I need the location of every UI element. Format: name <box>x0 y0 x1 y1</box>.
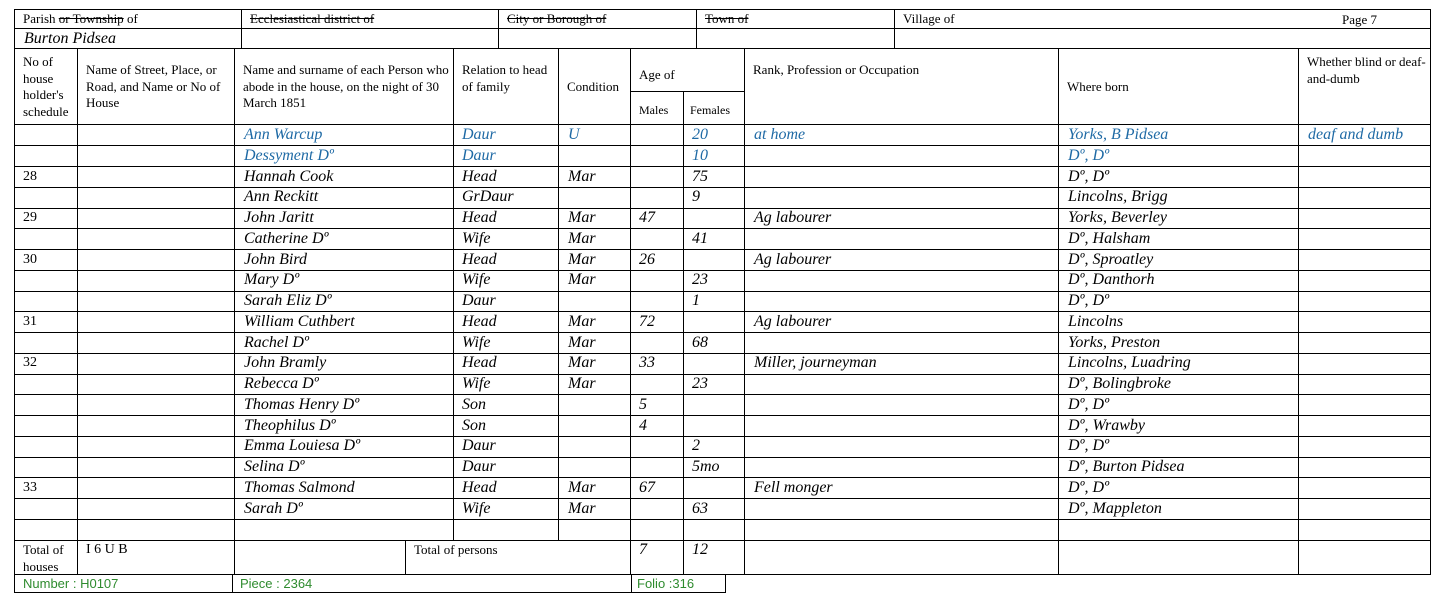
city-borough-label: City or Borough of <box>499 10 697 29</box>
cell-occupation <box>745 291 1059 312</box>
cell-street <box>78 478 235 499</box>
cell-females: 75 <box>684 167 745 188</box>
cell-schedule <box>15 291 78 312</box>
cell-where-born: Dº, Burton Pidsea <box>1059 457 1299 478</box>
cell-relation: Son <box>454 395 559 416</box>
cell-where-born: Dº, Bolingbroke <box>1059 374 1299 395</box>
cell-females: 10 <box>684 146 745 167</box>
total-persons-label: Total of persons <box>406 540 631 575</box>
header-females: Females <box>684 92 745 125</box>
cell-females: 23 <box>684 270 745 291</box>
cell-schedule <box>15 457 78 478</box>
cell-males <box>631 125 684 146</box>
cell-males <box>631 499 684 520</box>
cell-condition: Mar <box>559 167 631 188</box>
cell-relation: Wife <box>454 229 559 250</box>
cell-males: 4 <box>631 416 684 437</box>
cell-females: 2 <box>684 436 745 457</box>
cell-where-born: Lincolns, Luadring <box>1059 353 1299 374</box>
cell-blind <box>1299 353 1430 374</box>
cell-street <box>78 291 235 312</box>
cell-schedule <box>15 395 78 416</box>
cell-name: John Jaritt <box>235 208 454 229</box>
cell-condition <box>559 146 631 167</box>
cell-females <box>684 250 745 271</box>
cell-occupation <box>745 499 1059 520</box>
cell-street <box>78 146 235 167</box>
header-street: Name of Street, Place, or Road, and Name or No of House <box>78 49 235 125</box>
cell-occupation <box>745 146 1059 167</box>
cell-condition: Mar <box>559 229 631 250</box>
cell-relation: Head <box>454 250 559 271</box>
cell-blind <box>1299 187 1430 208</box>
footer-number: Number : H0107 <box>14 575 233 593</box>
cell-occupation <box>745 416 1059 437</box>
cell-males: 47 <box>631 208 684 229</box>
cell-relation: Head <box>454 353 559 374</box>
cell-schedule: 29 <box>15 208 78 229</box>
cell-blind <box>1299 250 1430 271</box>
cell-street <box>78 229 235 250</box>
cell-females: 1 <box>684 291 745 312</box>
cell-name: Theophilus Dº <box>235 416 454 437</box>
cell-occupation <box>745 374 1059 395</box>
cell-males <box>631 436 684 457</box>
cell-name: Sarah Eliz Dº <box>235 291 454 312</box>
cell-occupation <box>745 436 1059 457</box>
header-blind: Whether blind or deaf-and-dumb <box>1299 49 1430 125</box>
cell-relation: Daur <box>454 125 559 146</box>
total-males: 7 <box>631 540 684 575</box>
cell-where-born: Dº, Dº <box>1059 478 1299 499</box>
cell-name: Rebecca Dº <box>235 374 454 395</box>
total-born-blank <box>1059 540 1299 575</box>
cell-where-born: Lincolns <box>1059 312 1299 333</box>
cell-occupation <box>745 457 1059 478</box>
cell-females: 68 <box>684 333 745 354</box>
cell-where-born: Dº, Dº <box>1059 436 1299 457</box>
cell-blind <box>1299 208 1430 229</box>
cell-males <box>631 519 684 540</box>
cell-name <box>235 519 454 540</box>
cell-males <box>631 374 684 395</box>
cell-condition <box>559 187 631 208</box>
cell-males: 26 <box>631 250 684 271</box>
cell-occupation <box>745 395 1059 416</box>
cell-street <box>78 250 235 271</box>
cell-relation: GrDaur <box>454 187 559 208</box>
cell-street <box>78 333 235 354</box>
cell-street <box>78 457 235 478</box>
cell-relation: Wife <box>454 333 559 354</box>
cell-males <box>631 167 684 188</box>
cell-where-born: Dº, Dº <box>1059 146 1299 167</box>
cell-name: Emma Louiesa Dº <box>235 436 454 457</box>
cell-condition <box>559 291 631 312</box>
footer-folio: Folio :316 <box>631 575 726 593</box>
cell-males <box>631 187 684 208</box>
cell-blind: deaf and dumb <box>1299 125 1430 146</box>
cell-males <box>631 270 684 291</box>
cell-condition: Mar <box>559 312 631 333</box>
cell-schedule <box>15 436 78 457</box>
cell-females: 23 <box>684 374 745 395</box>
header-relation: Relation to head of family <box>454 49 559 125</box>
cell-street <box>78 208 235 229</box>
total-houses-label: Total of houses <box>15 540 78 575</box>
cell-condition: Mar <box>559 374 631 395</box>
cell-blind <box>1299 499 1430 520</box>
cell-blind <box>1299 229 1430 250</box>
cell-blind <box>1299 478 1430 499</box>
cell-where-born: Dº, Dº <box>1059 395 1299 416</box>
cell-relation: Wife <box>454 499 559 520</box>
cell-schedule: 32 <box>15 353 78 374</box>
cell-where-born: Dº, Wrawby <box>1059 416 1299 437</box>
cell-condition <box>559 519 631 540</box>
cell-males: 5 <box>631 395 684 416</box>
cell-condition: U <box>559 125 631 146</box>
cell-schedule <box>15 416 78 437</box>
cell-name: Thomas Henry Dº <box>235 395 454 416</box>
footer-piece: Piece : 2364 <box>232 575 632 593</box>
cell-blind <box>1299 167 1430 188</box>
cell-schedule <box>15 499 78 520</box>
cell-where-born: Yorks, Beverley <box>1059 208 1299 229</box>
cell-name: John Bramly <box>235 353 454 374</box>
cell-relation: Head <box>454 167 559 188</box>
header-schedule: No of house holder's schedule <box>15 49 78 125</box>
cell-where-born: Dº, Dº <box>1059 291 1299 312</box>
cell-relation: Daur <box>454 457 559 478</box>
total-blank <box>235 540 406 575</box>
cell-condition <box>559 457 631 478</box>
cell-name: Hannah Cook <box>235 167 454 188</box>
cell-street <box>78 499 235 520</box>
cell-schedule: 31 <box>15 312 78 333</box>
cell-occupation: Ag labourer <box>745 312 1059 333</box>
cell-street <box>78 395 235 416</box>
cell-schedule: 28 <box>15 167 78 188</box>
cell-street <box>78 187 235 208</box>
cell-blind <box>1299 270 1430 291</box>
village-label: Village of <box>895 10 1430 29</box>
cell-females <box>684 519 745 540</box>
cell-street <box>78 270 235 291</box>
cell-occupation <box>745 333 1059 354</box>
cell-relation: Wife <box>454 374 559 395</box>
cell-where-born: Lincolns, Brigg <box>1059 187 1299 208</box>
town-label: Town of <box>697 10 895 29</box>
cell-blind <box>1299 374 1430 395</box>
cell-blind <box>1299 519 1430 540</box>
cell-females <box>684 312 745 333</box>
cell-relation: Son <box>454 416 559 437</box>
cell-females: 63 <box>684 499 745 520</box>
cell-street <box>78 374 235 395</box>
cell-schedule: 33 <box>15 478 78 499</box>
cell-where-born: Dº, Halsham <box>1059 229 1299 250</box>
header-where-born: Where born <box>1059 49 1299 125</box>
cell-males: 33 <box>631 353 684 374</box>
cell-name: Sarah Dº <box>235 499 454 520</box>
cell-females: 20 <box>684 125 745 146</box>
village-value <box>895 29 1430 49</box>
cell-males <box>631 291 684 312</box>
cell-name: Mary Dº <box>235 270 454 291</box>
cell-name: Dessyment Dº <box>235 146 454 167</box>
cell-schedule <box>15 333 78 354</box>
cell-males <box>631 146 684 167</box>
cell-relation: Daur <box>454 146 559 167</box>
cell-name: Thomas Salmond <box>235 478 454 499</box>
header-males: Males <box>631 92 684 125</box>
cell-males <box>631 457 684 478</box>
cell-condition: Mar <box>559 499 631 520</box>
cell-occupation <box>745 270 1059 291</box>
cell-name: Ann Reckitt <box>235 187 454 208</box>
cell-females <box>684 478 745 499</box>
cell-males: 67 <box>631 478 684 499</box>
cell-occupation <box>745 167 1059 188</box>
ecclesiastical-district-label: Ecclesiastical district of <box>242 10 499 29</box>
cell-condition: Mar <box>559 333 631 354</box>
cell-condition: Mar <box>559 250 631 271</box>
cell-name: William Cuthbert <box>235 312 454 333</box>
cell-occupation: Miller, journeyman <box>745 353 1059 374</box>
cell-females: 41 <box>684 229 745 250</box>
header-name: Name and surname of each Person who abode in the house, on the night of 30 March 1851 <box>235 49 454 125</box>
cell-relation: Wife <box>454 270 559 291</box>
cell-schedule <box>15 125 78 146</box>
cell-occupation: Ag labourer <box>745 208 1059 229</box>
cell-name: Catherine Dº <box>235 229 454 250</box>
cell-blind <box>1299 291 1430 312</box>
cell-occupation <box>745 229 1059 250</box>
page-number: Page 7 <box>1342 12 1378 27</box>
cell-condition <box>559 416 631 437</box>
cell-name: Selina Dº <box>235 457 454 478</box>
cell-males: 72 <box>631 312 684 333</box>
cell-females <box>684 208 745 229</box>
total-houses-value: I 6 U B <box>78 540 235 575</box>
cell-females <box>684 353 745 374</box>
cell-males <box>631 333 684 354</box>
cell-blind <box>1299 416 1430 437</box>
cell-schedule <box>15 229 78 250</box>
cell-females: 5mo <box>684 457 745 478</box>
cell-name: John Bird <box>235 250 454 271</box>
cell-relation <box>454 519 559 540</box>
parish-label: Parish or Township of <box>15 10 242 29</box>
cell-where-born: Dº, Sproatley <box>1059 250 1299 271</box>
header-age-of: Age of <box>631 49 745 92</box>
cell-relation: Daur <box>454 436 559 457</box>
cell-schedule <box>15 270 78 291</box>
cell-occupation: Fell monger <box>745 478 1059 499</box>
cell-street <box>78 519 235 540</box>
cell-schedule <box>15 374 78 395</box>
cell-where-born: Dº, Dº <box>1059 167 1299 188</box>
town-value <box>697 29 895 49</box>
cell-schedule: 30 <box>15 250 78 271</box>
total-blind-blank <box>1299 540 1430 575</box>
cell-blind <box>1299 395 1430 416</box>
cell-females: 9 <box>684 187 745 208</box>
cell-occupation: at home <box>745 125 1059 146</box>
cell-females <box>684 416 745 437</box>
cell-street <box>78 312 235 333</box>
cell-males <box>631 229 684 250</box>
cell-condition: Mar <box>559 270 631 291</box>
cell-blind <box>1299 146 1430 167</box>
cell-name: Rachel Dº <box>235 333 454 354</box>
cell-schedule <box>15 187 78 208</box>
cell-condition: Mar <box>559 208 631 229</box>
cell-relation: Daur <box>454 291 559 312</box>
cell-females <box>684 395 745 416</box>
cell-occupation: Ag labourer <box>745 250 1059 271</box>
total-occupation-blank <box>745 540 1059 575</box>
cell-condition: Mar <box>559 478 631 499</box>
cell-street <box>78 436 235 457</box>
cell-condition <box>559 436 631 457</box>
cell-blind <box>1299 436 1430 457</box>
cell-where-born: Yorks, Preston <box>1059 333 1299 354</box>
cell-condition <box>559 395 631 416</box>
cell-street <box>78 416 235 437</box>
cell-street <box>78 125 235 146</box>
eccl-value <box>242 29 499 49</box>
header-occupation: Rank, Profession or Occupation <box>745 49 1059 125</box>
cell-street <box>78 167 235 188</box>
city-value <box>499 29 697 49</box>
cell-schedule <box>15 146 78 167</box>
cell-blind <box>1299 457 1430 478</box>
cell-relation: Head <box>454 312 559 333</box>
cell-street <box>78 353 235 374</box>
cell-occupation <box>745 519 1059 540</box>
cell-blind <box>1299 333 1430 354</box>
cell-name: Ann Warcup <box>235 125 454 146</box>
cell-relation: Head <box>454 208 559 229</box>
cell-where-born: Dº, Mappleton <box>1059 499 1299 520</box>
cell-relation: Head <box>454 478 559 499</box>
cell-where-born <box>1059 519 1299 540</box>
cell-occupation <box>745 187 1059 208</box>
cell-where-born: Yorks, B Pidsea <box>1059 125 1299 146</box>
cell-schedule <box>15 519 78 540</box>
cell-where-born: Dº, Danthorh <box>1059 270 1299 291</box>
cell-condition: Mar <box>559 353 631 374</box>
header-condition: Condition <box>559 49 631 125</box>
total-females: 12 <box>684 540 745 575</box>
cell-blind <box>1299 312 1430 333</box>
parish-value: Burton Pidsea <box>15 29 242 49</box>
